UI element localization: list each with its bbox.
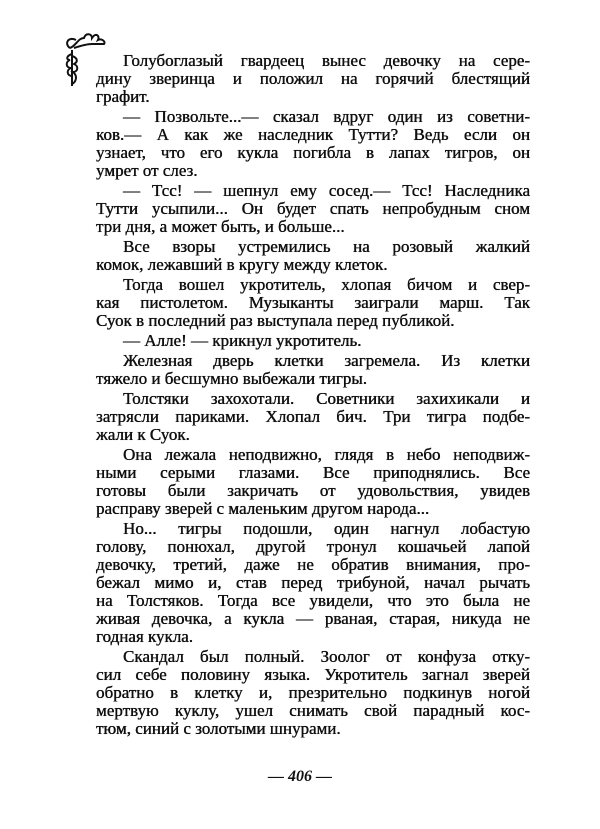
text-line: ков.— А как же наследник Тутти? Ведь если он <box>96 125 530 144</box>
text-line: Тогда вошел укротитель, хлопая бичом и свер- <box>123 275 530 294</box>
text-line: тяжело и бесшумно выбежали тигры. <box>96 369 367 388</box>
text-line: комок, лежавший в кругу между клеток. <box>96 255 388 274</box>
paragraph <box>96 520 530 646</box>
text-line: кая пистолетом. Музыканты заиграли марш. Так <box>96 293 530 312</box>
text-line: Тутти усыпили... Он будет спать непробудным сном <box>96 199 530 218</box>
paragraph <box>96 446 530 518</box>
text-line: — Тсс! — шепнул ему сосед.— Тсс! Наследника <box>123 181 530 200</box>
text-line: Железная дверь клетки загремела. Из клетки <box>123 351 530 370</box>
paragraph <box>96 332 530 350</box>
paragraph <box>96 52 530 106</box>
text-line: мертвую куклу, ушел снимать свой парадный кос- <box>96 701 530 720</box>
text-line: готовы были закричать от удовольствия, увидев <box>96 481 530 500</box>
text-line: умрет от слез. <box>96 161 198 180</box>
text-line: годная кукла. <box>96 627 193 646</box>
text-line: — Алле! — крикнул укротитель. <box>123 331 362 350</box>
paragraph <box>96 238 530 274</box>
text-line: бежал мимо и, став перед трибуной, начал рычать <box>96 573 530 592</box>
text-line: тюм, синий с золотыми шнурами. <box>96 719 341 738</box>
text-line: девочку, третий, даже не обратив внимания, про- <box>96 555 530 574</box>
text-line: дину зверинца и положил на горячий блестящий <box>96 69 530 88</box>
text-line: Толстяки захохотали. Советники захихикали и <box>123 389 530 408</box>
text-line: — Позвольте...— сказал вдруг один из советни- <box>123 107 530 126</box>
text-line: Но... тигры подошли, один нагнул лобастую <box>123 519 530 538</box>
text-line: голову, понюхал, другой тронул кошачьей лапой <box>96 537 530 556</box>
text-line: графит. <box>96 87 150 106</box>
text-line: Все взоры устремились на розовый жалкий <box>123 237 530 256</box>
text-line: живая девочка, а кукла — рваная, старая, никуда не <box>96 609 530 628</box>
page-number: — 406 — <box>268 768 332 785</box>
text-line: три дня, а может быть, и больше... <box>96 217 345 236</box>
text-line: Скандал был полный. Зоолог от конфуза отку- <box>123 647 530 666</box>
text-line: на Толстяков. Тогда все увидели, что это была не <box>96 591 530 610</box>
paragraph <box>96 182 530 236</box>
text-line: расправу зверей с маленьким другом народа... <box>96 499 430 518</box>
text-line: Голубоглазый гвардеец вынес девочку на сере- <box>123 51 530 70</box>
text-line: ными серыми глазами. Все приподнялись. Все <box>96 463 530 482</box>
paragraph <box>96 276 530 330</box>
paragraph <box>96 390 530 444</box>
text-line: Она лежала неподвижно, глядя в небо неподвиж- <box>123 445 530 464</box>
paragraph <box>96 648 530 738</box>
paragraph <box>96 352 530 388</box>
text-line: Суок в последний раз выступала перед публикой. <box>96 311 455 330</box>
text-line: сил себе половину языка. Укротитель загнал зверей <box>96 665 530 684</box>
body-text <box>96 52 530 740</box>
text-line: жали к Суок. <box>96 425 190 444</box>
text-line: узнает, что его кукла погибла в лапах тигров, он <box>96 143 530 162</box>
paragraph <box>96 108 530 180</box>
text-line: обратно в клетку и, презрительно подкинув ногой <box>96 683 530 702</box>
text-line: затрясли париками. Хлопал бич. Три тигра подбе- <box>96 407 530 426</box>
